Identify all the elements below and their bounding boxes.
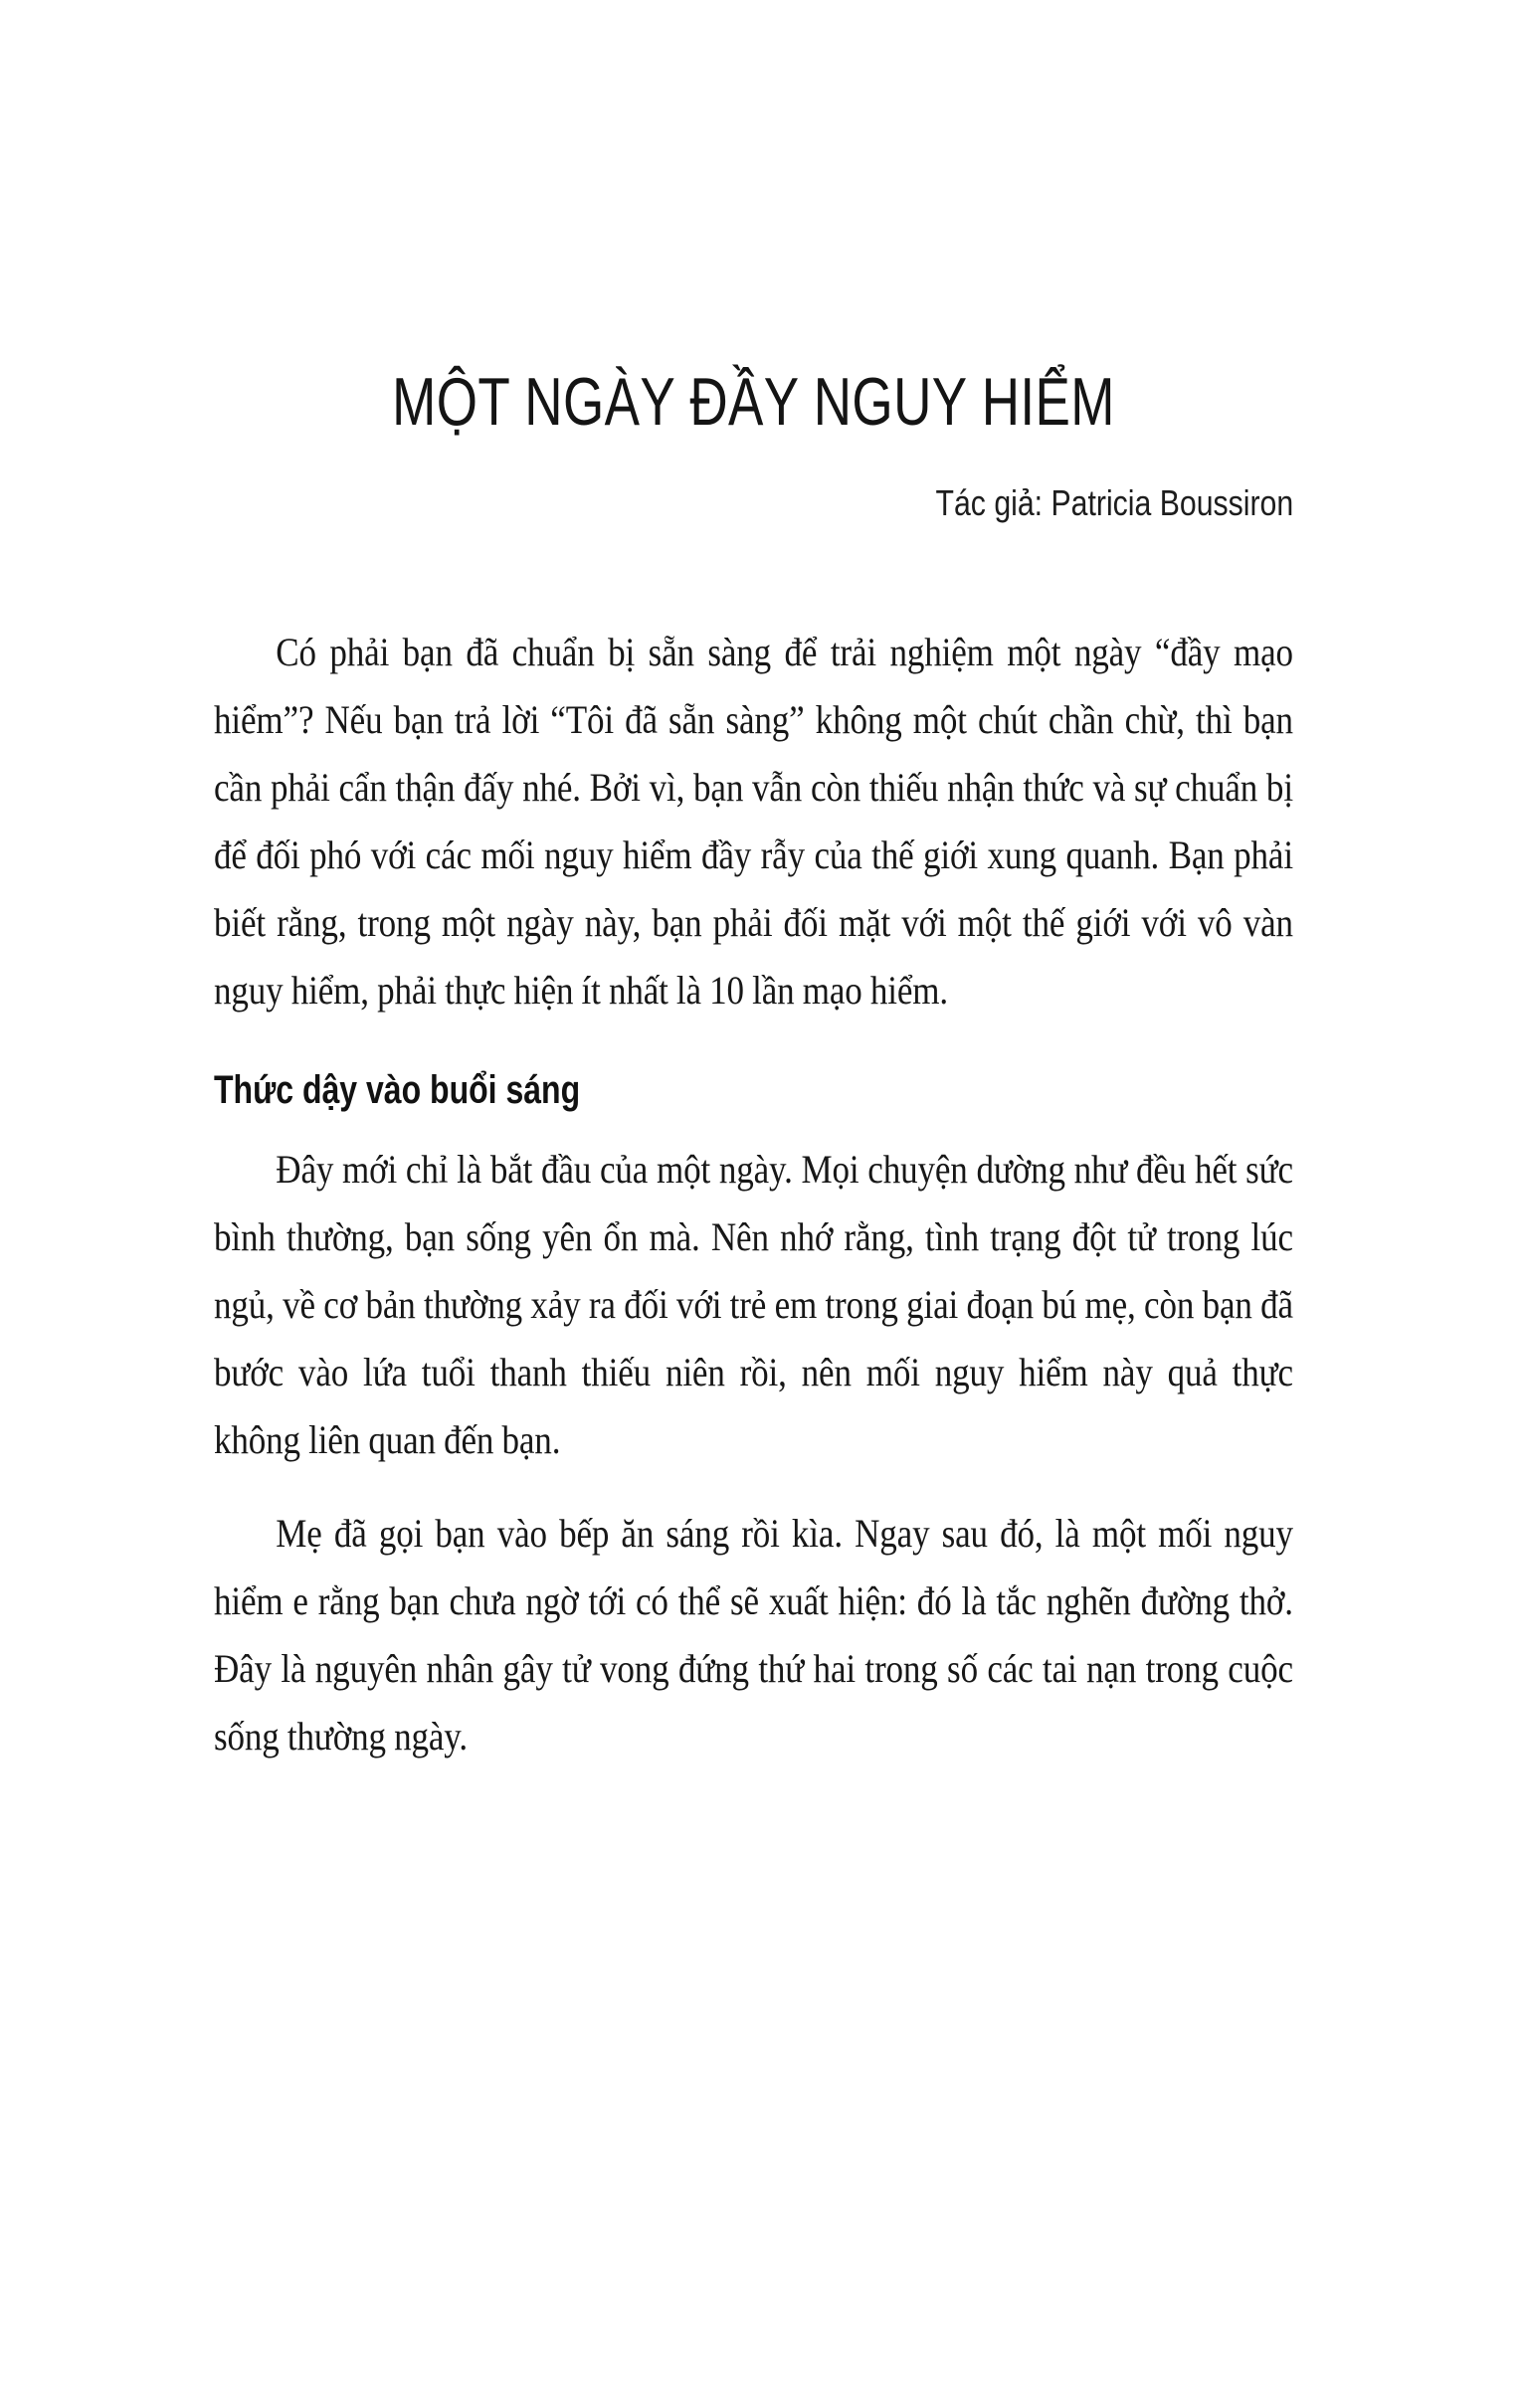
section-heading: Thức dậy vào buổi sáng <box>214 1067 581 1112</box>
body-paragraph: Có phải bạn đã chuẩn bị sẵn sàng để trải nghiệm một ngày “đầy mạo hiểm”? Nếu bạn trả lời “Tôi đã sẵn sàng” không một chút chần chừ, thì bạn cần phải cẩn thận đấy nhé. Bởi vì, bạn vẫn còn thiếu nhận thức và sự chuẩn bị để đối phó với các mối nguy hiểm đầy rẫy của thế giới xung quanh. Bạn phải biết rằng, trong một ngày này, bạn phải đối mặt với một thế giới với vô vàn nguy hiểm, phải thực hiện ít nhất là 10 lần mạo hiểm. <box>214 629 1293 1013</box>
author-block <box>0 483 1527 523</box>
body-text-block <box>0 619 1527 1770</box>
title-block <box>0 364 1527 440</box>
author-byline: Tác giả: Patricia Boussiron <box>935 482 1293 523</box>
body-paragraph: Đây mới chỉ là bắt đầu của một ngày. Mọi chuyện dường như đều hết sức bình thường, bạn sống yên ổn mà. Nên nhớ rằng, tình trạng đột tử trong lúc ngủ, về cơ bản thường xảy ra đối với trẻ em trong giai đoạn bú mẹ, còn bạn đã bước vào lứa tuổi thanh thiếu niên rồi, nên mối nguy hiểm này quả thực không liên quan đến bạn. <box>214 1146 1293 1462</box>
body-paragraph: Mẹ đã gọi bạn vào bếp ăn sáng rồi kìa. Ngay sau đó, là một mối nguy hiểm e rằng bạn chưa ngờ tới có thể sẽ xuất hiện: đó là tắc nghẽn đường thở. Đây là nguyên nhân gây tử vong đứng thứ hai trong số các tai nạn trong cuộc sống thường ngày. <box>214 1510 1293 1759</box>
page-title: MỘT NGÀY ĐẦY NGUY HIỂM <box>392 364 1115 440</box>
